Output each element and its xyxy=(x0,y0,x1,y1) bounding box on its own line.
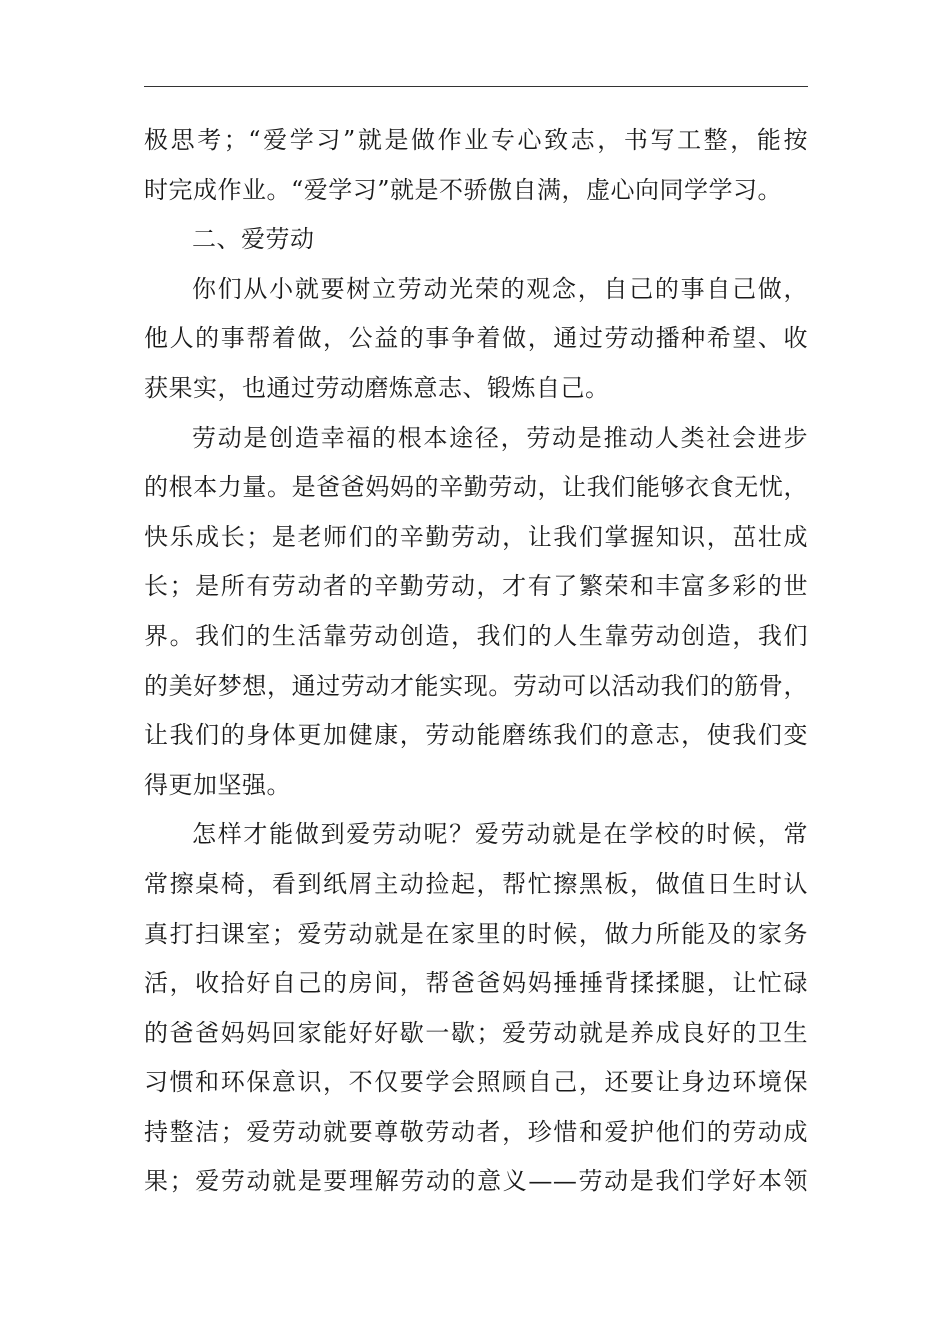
text-line: 常擦桌椅，看到纸屑主动捡起，帮忙擦黑板，做值日生时认 xyxy=(144,869,808,898)
text-line: 快乐成长；是老师们的辛勤劳动，让我们掌握知识，茁壮成 xyxy=(144,522,808,551)
section-heading: 二、爱劳动 xyxy=(192,225,315,254)
text-line: 获果实，也通过劳动磨炼意志、锻炼自己。 xyxy=(144,373,610,402)
text-line: 活，收拾好自己的房间，帮爸爸妈妈捶捶背揉揉腿，让忙碌 xyxy=(144,969,808,998)
text-line: 习惯和环保意识，不仅要学会照顾自己，还要让身边环境保 xyxy=(144,1068,808,1097)
text-line: 的爸爸妈妈回家能好好歇一歇；爱劳动就是养成良好的卫生 xyxy=(144,1018,808,1047)
text-line: 真打扫课室；爱劳动就是在家里的时候，做力所能及的家务 xyxy=(144,919,808,948)
text-line: 他人的事帮着做，公益的事争着做，通过劳动播种希望、收 xyxy=(144,324,808,353)
text-line: 长；是所有劳动者的辛勤劳动，才有了繁荣和丰富多彩的世 xyxy=(144,572,808,601)
text-line: 时完成作业。“爱学习”就是不骄傲自满，虚心向同学学习。 xyxy=(144,175,783,204)
text-line: 得更加坚强。 xyxy=(144,770,291,799)
text-line: 界。我们的生活靠劳动创造，我们的人生靠劳动创造，我们 xyxy=(144,621,808,650)
text-line: 你们从小就要树立劳动光荣的观念，自己的事自己做， xyxy=(192,274,808,303)
text-line: 果；爱劳动就是要理解劳动的意义——劳动是我们学好本领 xyxy=(144,1167,808,1196)
text-line: 让我们的身体更加健康，劳动能磨练我们的意志，使我们变 xyxy=(144,721,808,750)
document-body xyxy=(144,116,808,1207)
text-line: 怎样才能做到爱劳动呢？爱劳动就是在学校的时候，常 xyxy=(192,820,808,849)
text-line: 劳动是创造幸福的根本途径，劳动是推动人类社会进步 xyxy=(192,423,808,452)
text-line: 持整洁；爱劳动就要尊敬劳动者，珍惜和爱护他们的劳动成 xyxy=(144,1117,808,1146)
text-line: 的根本力量。是爸爸妈妈的辛勤劳动，让我们能够衣食无忧， xyxy=(144,473,808,502)
text-line: 的美好梦想，通过劳动才能实现。劳动可以活动我们的筋骨， xyxy=(144,671,808,700)
header-rule xyxy=(144,86,808,87)
text-line: 极思考；“爱学习”就是做作业专心致志，书写工整，能按 xyxy=(144,126,808,154)
